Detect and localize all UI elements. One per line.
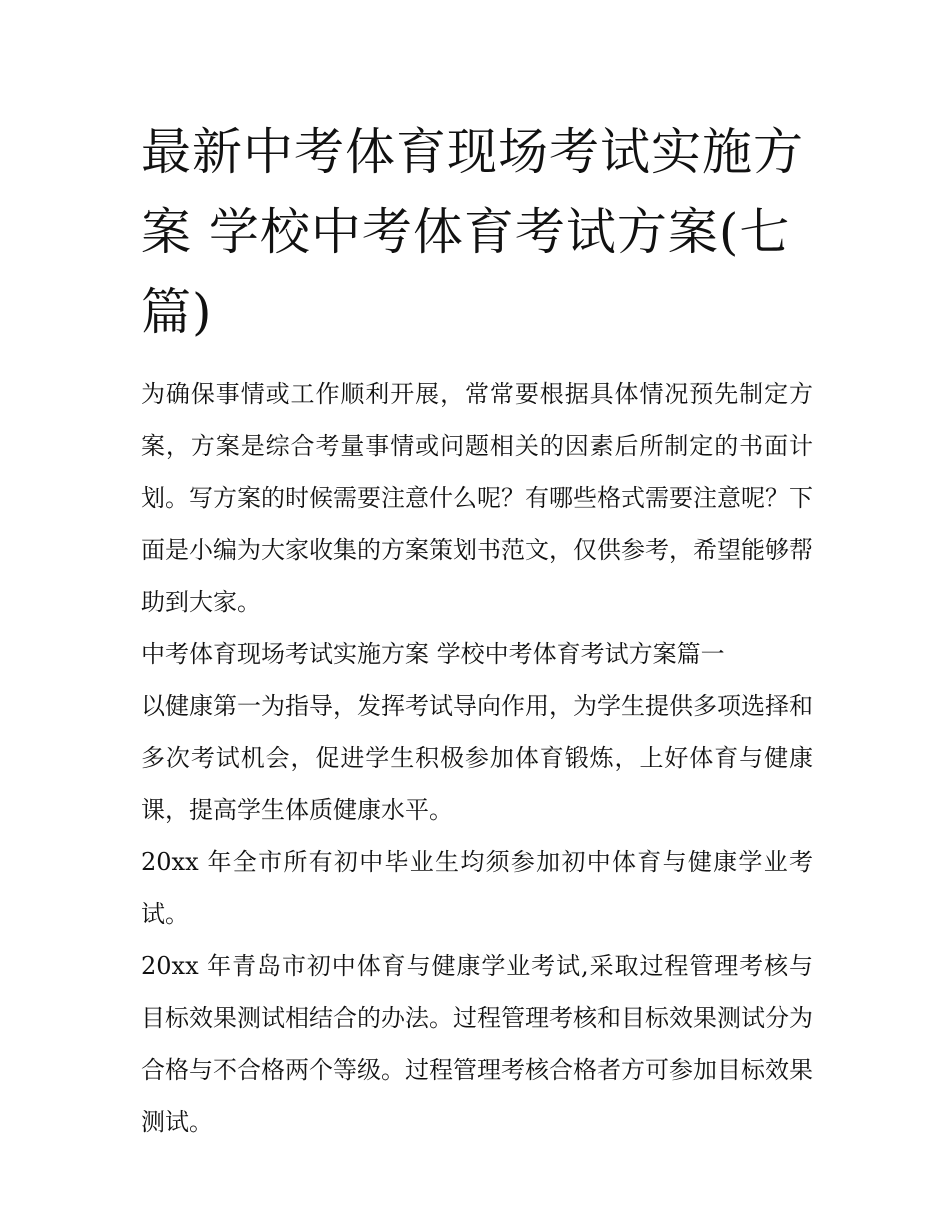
document-page [141, 112, 813, 1148]
exam-method-paragraph: 20xx 年青岛市初中体育与健康学业考试,采取过程管理考核与目标效果测试相结合的办法。过程管理考核和目标效果测试分为合格与不合格两个等级。过程管理考核合格者方可参加目标效果测试。 [141, 952, 813, 1136]
guiding-principle-paragraph: 以健康第一为指导，发挥考试导向作用，为学生提供多项选择和多次考试机会，促进学生积极参加体育锻炼，上好体育与健康课，提高学生体质健康水平。 [141, 692, 813, 824]
intro-paragraph: 为确保事情或工作顺利开展，常常要根据具体情况预先制定方案，方案是综合考量事情或问题相关的因素后所制定的书面计划。写方案的时候需要注意什么呢？有哪些格式需要注意呢？下面是小编为大家收集的方案策划书范文，仅供参考，希望能够帮助到大家。 [141, 380, 813, 616]
document-title: 最新中考体育现场考试实施方案 学校中考体育考试方案(七篇) [141, 123, 804, 341]
section-heading: 中考体育现场考试实施方案 学校中考体育考试方案篇一 [141, 640, 725, 668]
exam-scope-paragraph: 20xx 年全市所有初中毕业生均须参加初中体育与健康学业考试。 [141, 848, 813, 928]
